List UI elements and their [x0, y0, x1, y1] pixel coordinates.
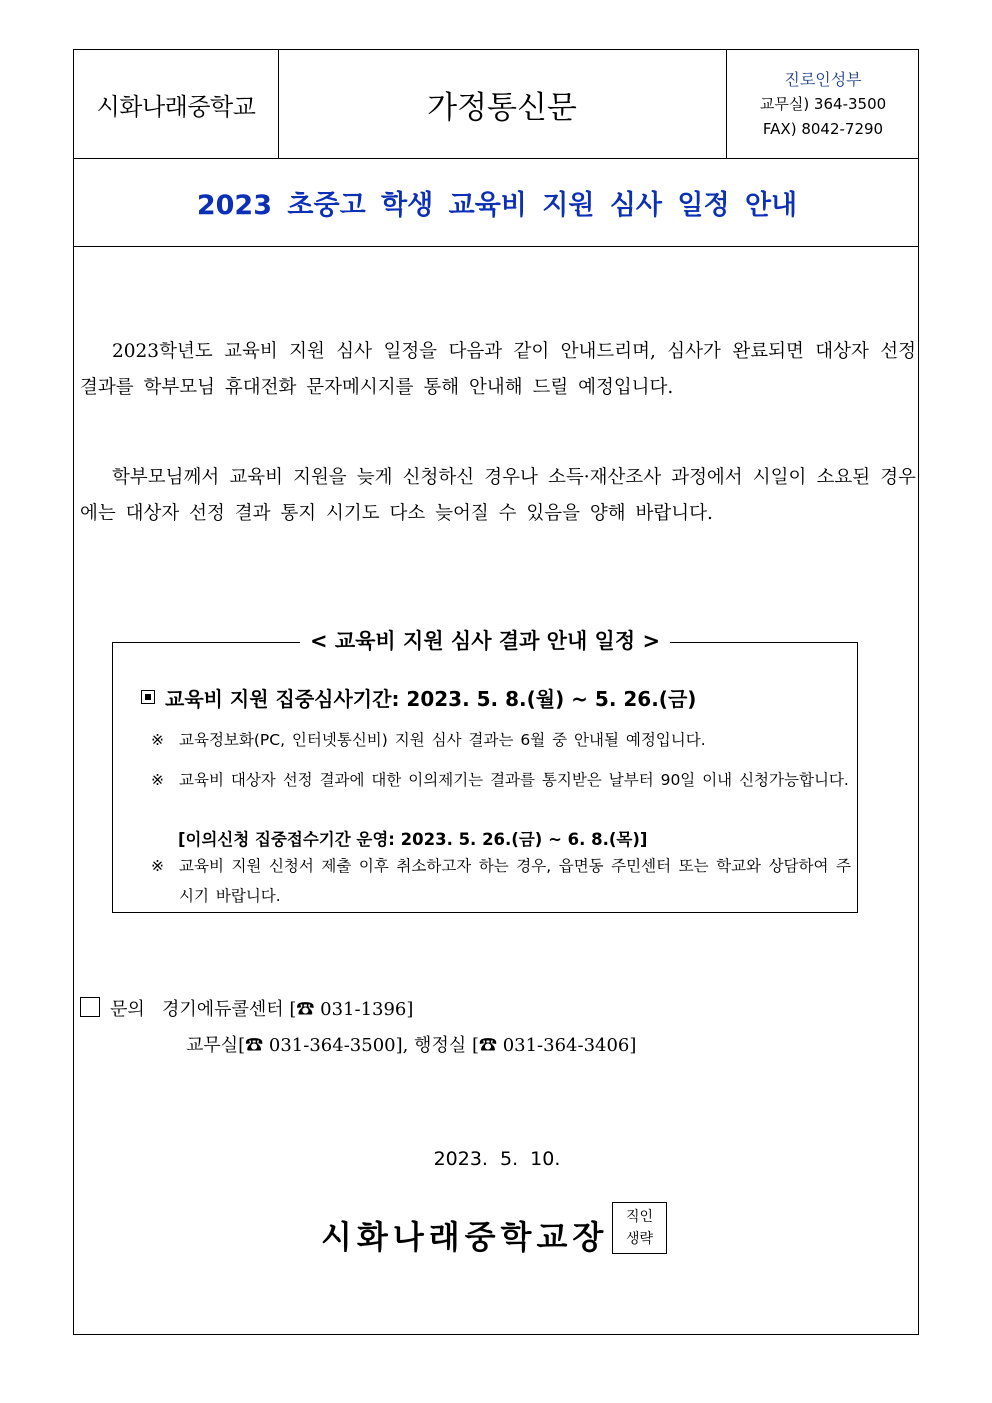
- title-bottom-rule: [74, 246, 918, 247]
- principal-signature: 시화나래중학교장: [321, 1218, 609, 1256]
- department-name: 진로인성부: [784, 69, 862, 89]
- body-paragraph: 2023학년도 교육비 지원 심사 일정을 다음과 같이 안내드리며, 심사가 완료되면 대상자 선정 결과를 학부모님 휴대전화 문자메시지를 통해 안내해 드릴 예정입니다.: [80, 341, 916, 398]
- reference-mark-icon: ※: [151, 857, 164, 875]
- schedule-note-text: 교육비 대상자 선정 결과에 대한 이의제기는 결과를 통지받은 날부터 90일 이내 신청가능합니다.: [179, 771, 849, 789]
- document-title: 2023 초중고 학생 교육비 지원 심사 일정 안내: [196, 189, 798, 221]
- objection-period: [이의신청 집중접수기간 운영: 2023. 5. 26.(금) ~ 6. 8.(목)]: [178, 830, 648, 849]
- filled-square-icon: [141, 690, 155, 704]
- reference-mark-icon: ※: [151, 771, 164, 789]
- schedule-main-item: [141, 683, 696, 712]
- seal-stamp: [612, 1202, 667, 1254]
- reference-mark-icon: ※: [151, 731, 164, 749]
- office-phone: 교무실) 364-3500: [759, 94, 887, 113]
- fax-number: FAX) 8042-7290: [762, 119, 884, 138]
- schedule-note: [151, 725, 851, 755]
- checkbox-icon: [80, 997, 100, 1017]
- inquiry-line: [80, 992, 636, 1028]
- inquiry-label: 문의: [110, 999, 145, 1020]
- seal-text: 직인: [625, 1209, 654, 1225]
- schedule-note-text: 교육정보화(PC, 인터넷통신비) 지원 심사 결과는 6월 중 안내될 예정입니다.: [179, 731, 706, 749]
- schedule-box: [112, 629, 858, 913]
- body-paragraph: 학부모님께서 교육비 지원을 늦게 신청하신 경우나 소득·재산조사 과정에서 시일이 소요된 경우에는 대상자 선정 결과 통지 시기도 다소 늦어질 수 있음을 양해 바랍니다.: [80, 467, 916, 524]
- newsletter-title: 가정통신문: [427, 89, 577, 126]
- schedule-note: [151, 851, 851, 911]
- schedule-main-text: 교육비 지원 집중심사기간: 2023. 5. 8.(월) ~ 5. 26.(금): [165, 687, 697, 711]
- inquiry-callcenter: 경기에듀콜센터 [☎ 031-1396]: [161, 999, 414, 1020]
- inquiry-offices: 교무실[☎ 031-364-3500], 행정실 [☎ 031-364-3406]: [186, 1035, 637, 1056]
- schedule-box-title: [113, 625, 857, 655]
- inquiry-section: [80, 992, 636, 1064]
- document-frame: [73, 49, 919, 1335]
- seal-text: 생략: [625, 1231, 654, 1247]
- schedule-note: [151, 765, 851, 795]
- issue-date: 2023. 5. 10.: [433, 1148, 561, 1170]
- header-contact: [726, 50, 920, 158]
- schedule-box-title-text: < 교육비 지원 심사 결과 안내 일정 >: [300, 629, 670, 653]
- schedule-note-text: 교육비 지원 신청서 제출 이후 취소하고자 하는 경우, 읍면동 주민센터 또는 학교와 상담하여 주시기 바랍니다.: [179, 857, 851, 905]
- school-name: 시화나래중학교: [96, 92, 256, 121]
